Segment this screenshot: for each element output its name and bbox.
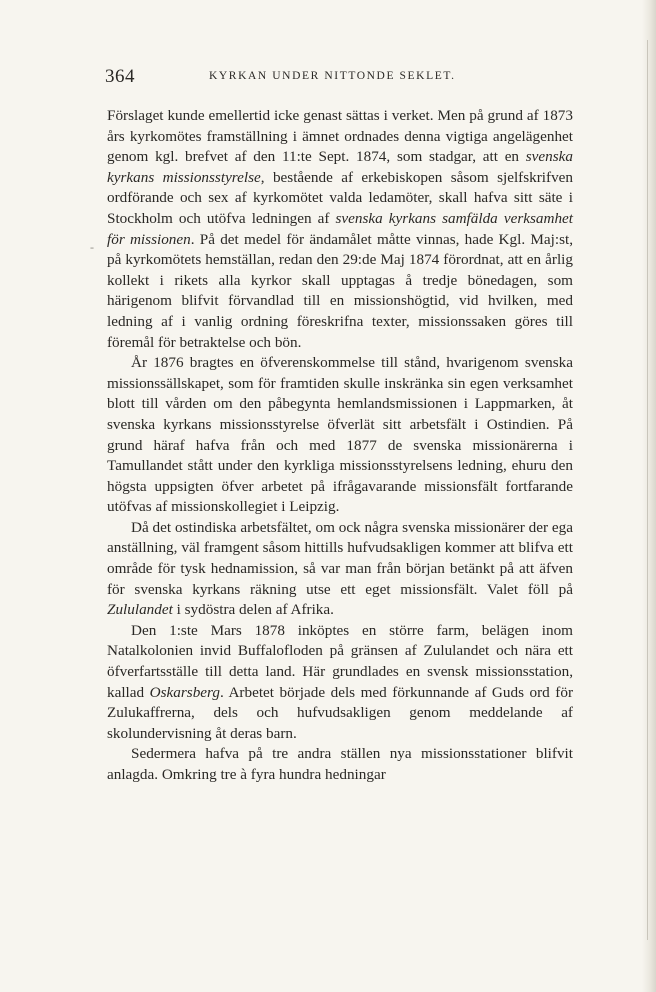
- paragraph: [107, 621, 573, 745]
- running-head: KYRKAN UNDER NITTONDE SEKLET.: [209, 70, 456, 82]
- text-segment: i sydöstra delen af Afrika.: [172, 601, 334, 619]
- text-segment: År 1876 bragtes en öfverenskommelse till stånd, hvarigenom svenska missionssällskapet, som för framtiden skulle inskränka sin egen verksamhet blott till vården om den påbegynta hemlandsmissionen i Lappmarken, åt svenska kyrkans missionsstyrelse öfverlät sitt arbetsfält i Ostindien. På grund häraf hafva från och med 1877 de svenska missionärerna i Tamullandet stått under den kyrkliga missionsstyrelsens ledning, ehuru den högsta uppsigten öfver arbetet på ifrågavarande missionsfält fortfarande utöfvas af missionskollegiet i Leipzig.: [107, 354, 573, 516]
- page-edge-line: [647, 40, 648, 940]
- page-edge: [642, 0, 656, 992]
- text-segment: , bestående af erkebiskopen såsom sjelfskrifven ordförande och sex af kyrkomötet valda ledamöter, skall hafva sitt säte i Stockholm och utöfva ledningen af: [107, 168, 574, 227]
- paragraph: [107, 744, 573, 785]
- italic-segment: svenska kyrkans missionsstyrelse: [107, 148, 573, 186]
- paragraph: [107, 353, 573, 518]
- text-segment: Förslaget kunde emellertid icke genast sättas i verket. Men på grund af 1873 års kyrkomötes framställning i ämnet ordnades denna vigtiga angelägenhet genom kgl. brefvet af den 11:te Sept. 1874, som stadgar, att en: [107, 107, 573, 166]
- italic-segment: Oskarsberg: [149, 683, 220, 701]
- text-segment: Sedermera hafva på tre andra ställen nya missionsstationer blifvit anlagda. Omkring tre à fyra hundra hedningar: [107, 745, 573, 783]
- text-segment: Då det ostindiska arbetsfältet, om ock några svenska missionärer der ega anställning, väl framgent såsom hittills hufvudsakligen kommer att blifva ett område för tysk hednamission, så var man från början betänkt på att äfven för svenska kyrkans räkning utse ett eget missionsfält. Valet föll på: [107, 518, 573, 598]
- margin-mark: -: [90, 240, 94, 254]
- page-header: [105, 66, 573, 90]
- italic-segment: Zululandet: [107, 601, 173, 619]
- page-number: 364: [105, 66, 135, 87]
- paragraph: [107, 106, 573, 353]
- body-text: [107, 106, 573, 786]
- paragraph: [107, 518, 573, 621]
- text-segment: Den 1:ste Mars 1878 inköptes en större farm, belägen inom Natalkolonien invid Buffalofloden på gränsen af Zululandet och nära ett öfverfartsställe till detta land. Här grundlades en svensk missionsstation, kallad: [107, 621, 573, 701]
- text-segment: . Arbetet började dels med förkunnande af Guds ord för Zulukaffrerna, dels och hufvudsakligen genom meddelande af skolundervisning åt deras barn.: [107, 683, 574, 742]
- italic-segment: svenska kyrkans samfälda verksamhet för missionen: [107, 209, 573, 248]
- text-segment: . På det medel för ändamålet måtte vinnas, hade Kgl. Maj:st, på kyrkomötets hemställan, redan den 29:de Maj 1874 förordnat, att en årlig kollekt i rikets alla kyrkor skall upptagas å tredje bönedagen, som härigenom blifvit förvandlad till en missionshögtid, vid hvilken, med ledning af i vanlig ordning föreskrifna texter, missionssaken göres till föremål för betraktelse och bön.: [107, 230, 573, 351]
